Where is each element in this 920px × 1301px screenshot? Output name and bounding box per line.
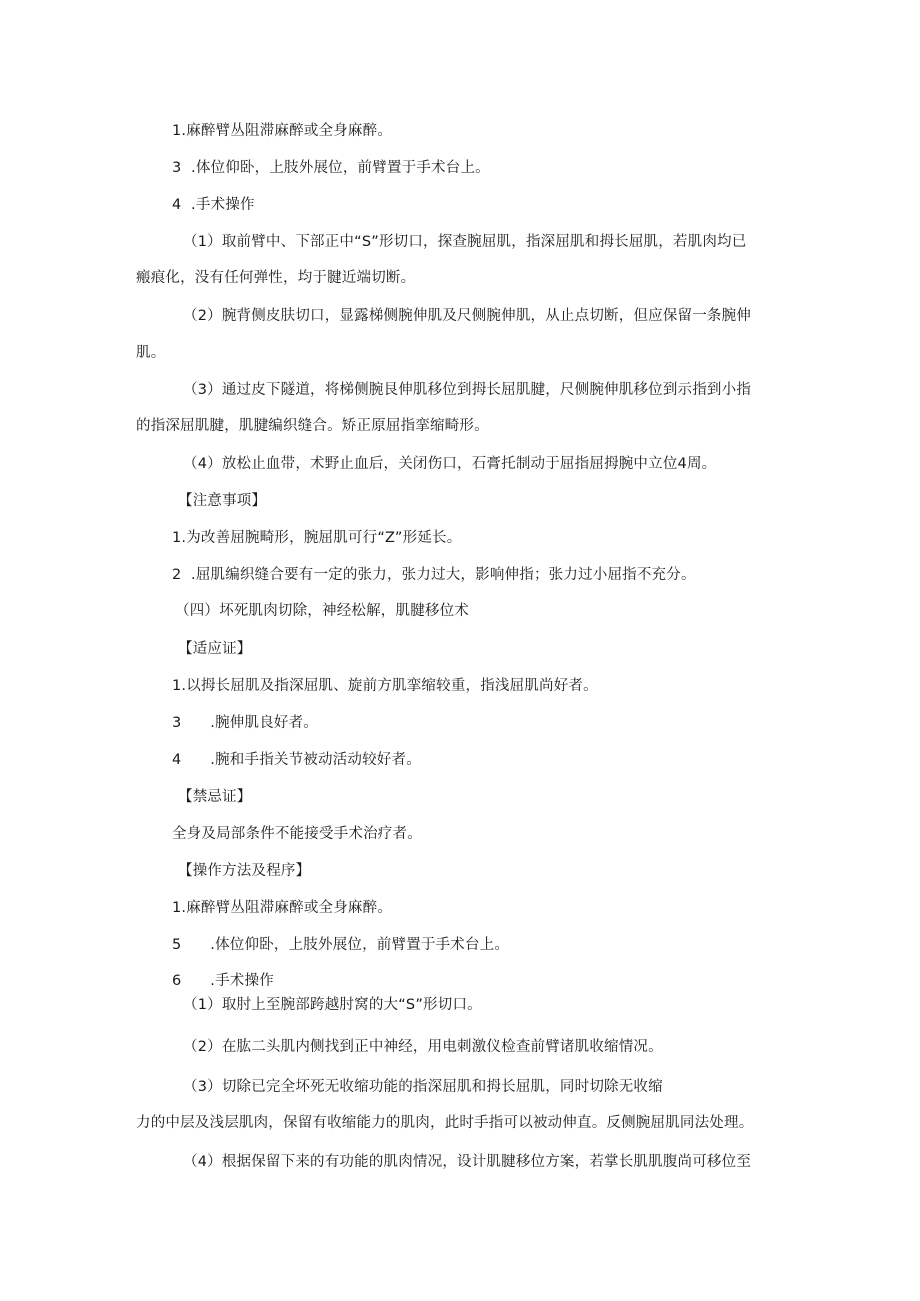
text-line: 4 .手术操作 (172, 197, 255, 213)
text-line: 3 .体位仰卧，上肢外展位，前臂置于手术台上。 (172, 160, 490, 176)
text-line: 4 .腕和手指关节被动活动较好者。 (172, 752, 421, 768)
text-line: （4）根据保留下来的有功能的肌肉情况，设计肌腱移位方案，若掌长肌肌腹尚可移位至 (183, 1154, 752, 1170)
text-line: 瘢痕化，没有任何弹性，均于腱近端切断。 (136, 270, 416, 286)
text-line: （3）切除已完全坏死无收缩功能的指深屈肌和拇长屈肌，同时切除无收缩 (183, 1079, 663, 1095)
text-line: （2）在肱二头肌内侧找到正中神经，用电刺激仪检查前臂诸肌收缩情况。 (183, 1039, 663, 1055)
text-line: 5 .体位仰卧，上肢外展位，前臂置于手术台上。 (172, 937, 510, 953)
text-line: 1.麻醉臂丛阻滞麻醉或全身麻醉。 (172, 900, 393, 916)
text-line: （1）取前臂中、下部正中“S”形切口，探查腕屈肌，指深屈肌和拇长屈肌，若肌肉均已 (183, 234, 747, 250)
text-line: （1）取肘上至腕部跨越肘窝的大“S”形切口。 (183, 997, 482, 1013)
text-line: （四）坏死肌肉切除，神经松解，肌腱移位术 (175, 603, 469, 619)
text-line: 的指深屈肌腱，肌腱编织缝合。矫正原屈指挛缩畸形。 (136, 418, 489, 434)
text-line: 肌。 (136, 345, 166, 361)
text-line: 【禁忌证】 (178, 789, 252, 805)
text-line: 1.为改善屈腕畸形，腕屈肌可行“Z”形延长。 (172, 530, 462, 546)
text-line: 1.以拇长屈肌及指深屈肌、旋前方肌挛缩较重，指浅屈肌尚好者。 (172, 678, 598, 694)
text-line: 【操作方法及程序】 (178, 863, 311, 879)
text-line: （3）通过皮下隧道，将梯侧腕艮伸肌移位到拇长屈肌腱，尺侧腕伸肌移位到示指到小指 (183, 382, 752, 398)
text-line: 3 .腕伸肌良好者。 (172, 715, 318, 731)
text-line: （2）腕背侧皮肤切口，显露梯侧腕伸肌及尺侧腕伸肌，从止点切断，但应保留一条腕伸 (183, 308, 752, 324)
text-line: （4）放松止血带，术野止血后，关闭伤口，石膏托制动于屈指屈拇腕中立位4周。 (183, 456, 717, 472)
text-line: 【适应证】 (178, 641, 252, 657)
text-line: 【注意事项】 (178, 493, 267, 509)
text-line: 1.麻醉臂丛阻滞麻醉或全身麻醉。 (172, 123, 393, 139)
text-line: 2 .屈肌编织缝合要有一定的张力，张力过大，影响伸指；张力过小屈指不充分。 (172, 567, 696, 583)
text-line: 6 .手术操作 (172, 973, 274, 989)
text-line: 力的中层及浅层肌肉，保留有收缩能力的肌肉，此时手指可以被动伸直。反侧腕屈肌同法处理。 (136, 1115, 754, 1131)
text-line: 全身及局部条件不能接受手术治疗者。 (172, 826, 422, 842)
